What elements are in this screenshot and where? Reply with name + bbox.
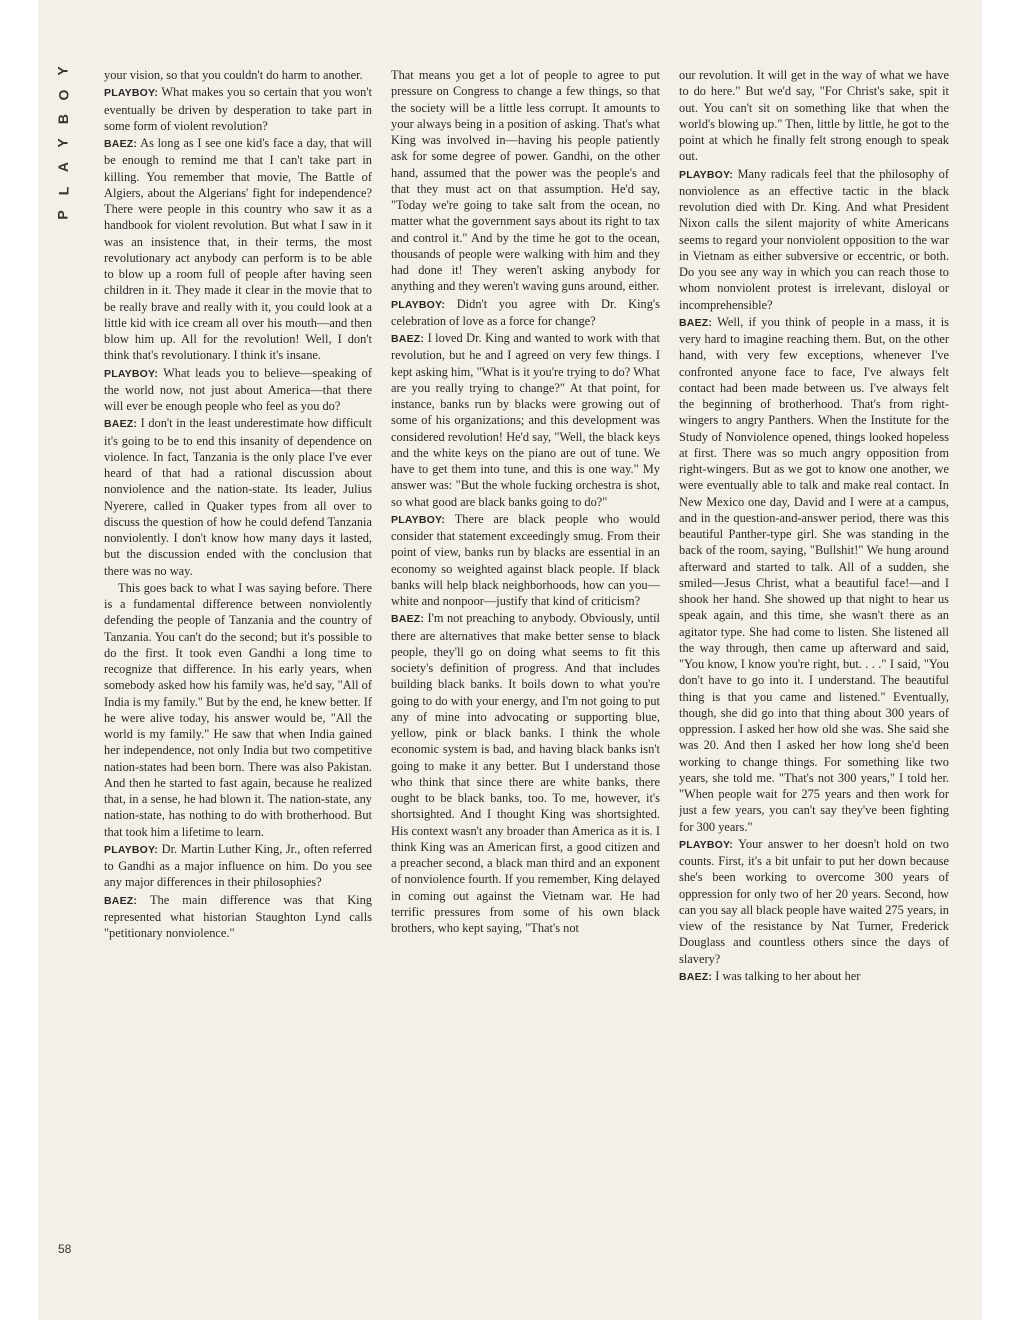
masthead-letter: A — [55, 161, 71, 173]
speaker-label: BAEZ: — [104, 138, 138, 150]
masthead-letter: Y — [55, 138, 71, 148]
interview-paragraph — [104, 892, 372, 942]
paragraph-text: Your answer to her doesn't hold on two counts. First, it's a bit unfair to put her down because she's been working to overcome 300 years of oppression for only two of her 20 years. Second, how can you say all black people have waited 275 years, in view of the resistance by Nat Turner, Frederick Douglass and countless others since the days of slavery? — [679, 836, 949, 966]
masthead-letter: L — [55, 186, 71, 196]
paragraph-text: Didn't you agree with Dr. King's celebration of love as a force for change? — [391, 296, 660, 328]
paragraph-text: This goes back to what I was saying before. There is a fundamental difference between nonviolently defending the people of Tanzania and the country of Tanzania. You can't do the second; but it's possible to do the first. It took even Gandhi a long time to recognize that difference. In his early years, when somebody asked how his family was, he'd say, "All of India is my family." But by the end, he knew better. If he were alive today, his answer would be, "All the world is my family." He saw that when India gained her independence, not only India but two competitive nation-states had been born. There was also Pakistan. And then he started to fast again, because he realized that, in a sense, he had blown it. The nation-state, any nation-state, has nothing to do with brotherhood. But that took him a lifetime to learn. — [104, 580, 372, 839]
paragraph-text: Dr. Martin Luther King, Jr., often referred to Gandhi as a major influence on him. Do you see any major differences in their philosophies? — [104, 841, 372, 890]
interview-paragraph — [679, 968, 949, 985]
continuation-paragraph — [679, 67, 949, 165]
interview-paragraph — [104, 841, 372, 891]
interview-paragraph — [104, 135, 372, 364]
paragraph-text: What makes you so certain that you won't eventually be driven by desperation to take part in some form of violent revolution? — [104, 85, 372, 133]
interview-paragraph — [679, 836, 949, 967]
continuation-paragraph — [391, 67, 660, 295]
interview-paragraph — [391, 296, 660, 330]
playboy-masthead — [50, 64, 76, 234]
text-column-3 — [679, 67, 949, 1263]
paragraph-text: I loved Dr. King and wanted to work with that revolution, but he and I agreed on very few things. I kept asking him, "What is it you're trying to do? What are you really trying to change?" At that point, for instance, banks run by blacks were growing out of some of his organizations; and this development was considered revolution! He'd say, "Well, the black keys and the white keys on the piano are out of tune. We have to get them into tune, and this is one way." My answer was: "But the whole fucking orchestra is shot, so what good are black banks going to do?" — [391, 331, 660, 509]
speaker-label: BAEZ: — [104, 418, 138, 431]
speaker-label: PLAYBOY: — [679, 838, 734, 851]
speaker-label: BAEZ: — [104, 894, 138, 907]
paragraph-text: The main difference was that King represented what historian Staughton Lynd calls "petitionary nonviolence." — [104, 892, 372, 940]
interview-paragraph — [679, 314, 949, 835]
interview-paragraph — [679, 166, 949, 313]
paragraph-text: That means you get a lot of people to agree to put pressure on Congress to change a few things, so that the society will be a little less corrupt. It amounts to your always being in a position of asking. That's what King was involved in—having his people patiently ask for some degree of power. Gandhi, on the other hand, assumed that the power was the people's and that they must act on that assumption. He'd say, "Today we're going to take salt from the ocean, no matter what the government says about its right to tax and control it." And by the time he got to the ocean, thousands of people were walking with him and they had done it! They weren't asking anybody for anything and they weren't waving guns around, either. — [391, 68, 660, 294]
speaker-label: PLAYBOY: — [104, 843, 159, 856]
speaker-label: BAEZ: — [391, 333, 425, 345]
interview-paragraph — [391, 610, 660, 936]
speaker-label: PLAYBOY: — [104, 87, 159, 100]
paragraph-text: our revolution. It will get in the way of what we have to do here." But we'd say, "For Christ's sake, spit it out. You can't sit on something like that when the world's blowing up." Then, little by little, he got to the point at which he finally felt strong enough to speak out. — [679, 68, 949, 164]
speaker-label: PLAYBOY: — [391, 298, 446, 311]
masthead-letter: P — [55, 210, 71, 220]
masthead-letter: B — [55, 113, 71, 125]
text-column-2 — [391, 67, 660, 1263]
interview-paragraph — [104, 84, 372, 134]
speaker-label: PLAYBOY: — [679, 168, 734, 181]
speaker-label: PLAYBOY: — [391, 513, 446, 526]
page-number: 58 — [58, 1242, 72, 1256]
paragraph-text: I'm not preaching to anybody. Obviously, until there are alternatives that make better sense to black people, they'll go on doing what seems to fit this society's definition of progress. And that includes building black banks. It boils down to what you're going to do with your energy, and I'm not going to put any of mine into advocating or supporting blue, yellow, pink or black banks. I think the whole economic system is bad, and having black banks isn't going to make it any better. But I understand those who think that since there are white banks, there ought to be black banks, too. To me, however, it's shortsighted. And I thought King was shortsighted. His context wasn't any broader than America as it is. I think King was an American first, a good citizen and a preacher second, a black man third and an exponent of nonviolence fourth. If you remember, King delayed in coming out against the Vietnam war. He had terrific pressures from some of his own black brothers, who kept saying, "That's not — [391, 611, 660, 935]
masthead-letter: O — [54, 89, 71, 101]
interview-paragraph — [104, 415, 372, 579]
text-column-1 — [104, 67, 372, 1263]
speaker-label: BAEZ: — [679, 970, 713, 983]
speaker-label: BAEZ: — [679, 316, 713, 329]
continuation-paragraph — [104, 580, 372, 840]
paragraph-text: As long as I see one kid's face a day, that will be enough to remind me that I can't take part in killing. You remember that movie, The Battle of Algiers, about the Algerians' fight for independence? There were people in this country who saw it as a handbook for violent revolution. But what I saw in it was an insistence that, in their terms, the most revolutionary act anybody can perform is to be able to blow up a room full of people after having seen children in it. They made it clear in the movie that to be really brave and really with it, you could look at a little kid with ice cream all over his mouth—and then blow him up. All for the revolution! Well, I don't think that's revolutionary. I think it's insane. — [104, 136, 372, 363]
paragraph-text: What leads you to believe—speaking of the world now, not just about America—that there will ever be enough people who feel as you do? — [104, 365, 372, 413]
speaker-label: BAEZ: — [391, 613, 425, 626]
paragraph-text: I was talking to her about her — [715, 968, 861, 983]
interview-paragraph — [104, 365, 372, 415]
interview-paragraph — [391, 511, 660, 610]
paragraph-text: There are black people who would consider that statement exceedingly smug. From their point of view, banks run by blacks are essential in an economy so weighted against black people. If black banks will help black neighborhoods, how can you—white and nonpoor—justify that kind of criticism? — [391, 511, 660, 608]
continuation-paragraph — [104, 67, 372, 83]
paragraph-text: Many radicals feel that the philosophy of nonviolence as an effective tactic in the black revolution died with Dr. King. And what President Nixon calls the silent majority of white Americans seems to regard your nonviolent opposition to the war in Vietnam as either subversive or eccentric, or both. Do you see any way in which you can reach those to whom nonviolent protest is irrelevant, disloyal or incomprehensible? — [679, 166, 949, 312]
paragraph-text: I don't in the least underestimate how difficult it's going to be to end this insanity of dependence on violence. In fact, Tanzania is the only place I've ever heard of that had a rational discussion about nonviolence and the nation-state. Its leader, Julius Nyerere, called in Quaker types from all over to discuss the question of how he could defend Tanzania nonviolently. I don't know how many days it lasted, but the discussion ended with the conclusion that there was no way. — [104, 416, 372, 578]
speaker-label: PLAYBOY: — [104, 367, 159, 380]
masthead-letter: Y — [55, 66, 71, 76]
interview-paragraph — [391, 330, 660, 510]
paragraph-text: Well, if you think of people in a mass, it is very hard to imagine reaching them. But, on the other hand, with very few exceptions, whenever I've confronted anyone face to face, I've always felt contact had been made between us. I've always felt the beginning of brotherhood. That's from right-wingers to angry Panthers. When the Institute for the Study of Nonviolence opened, things looked hopeless at first. There was so much angry opposition from right-wingers. But as we got to know one another, we were eventually able to talk and make real contact. In New Mexico one day, David and I were at a campus, and in the question-and-answer period, there was this beautiful Panther-type girl. She was standing in the back of the room, saying, "Bullshit!" We hung around afterward and started to talk. All of a sudden, she smiled—Jesus Christ, what a beautiful face!—and I shook her hand. She showed up that night to hear us speak again, and this time, she wasn't there as an agitator type. She had come to listen. She listened all the way through, then came up afterward and said, "You know, I know you're right, but. . . ." I said, "You don't have to go into it. I understand. The beautiful thing is that you came and listened." Eventually, though, she did go into that thing about 300 years of oppression. I asked her how old she was. She said she was 20. And then I asked her how long she'd been working to change things. For something like two years, she told me. "That's not 300 years," I told her. "When people wait for 275 years and then work for just a few years, you can't say they've been fighting for 300 years." — [679, 314, 949, 834]
paragraph-text: your vision, so that you couldn't do harm to another. — [104, 68, 363, 82]
